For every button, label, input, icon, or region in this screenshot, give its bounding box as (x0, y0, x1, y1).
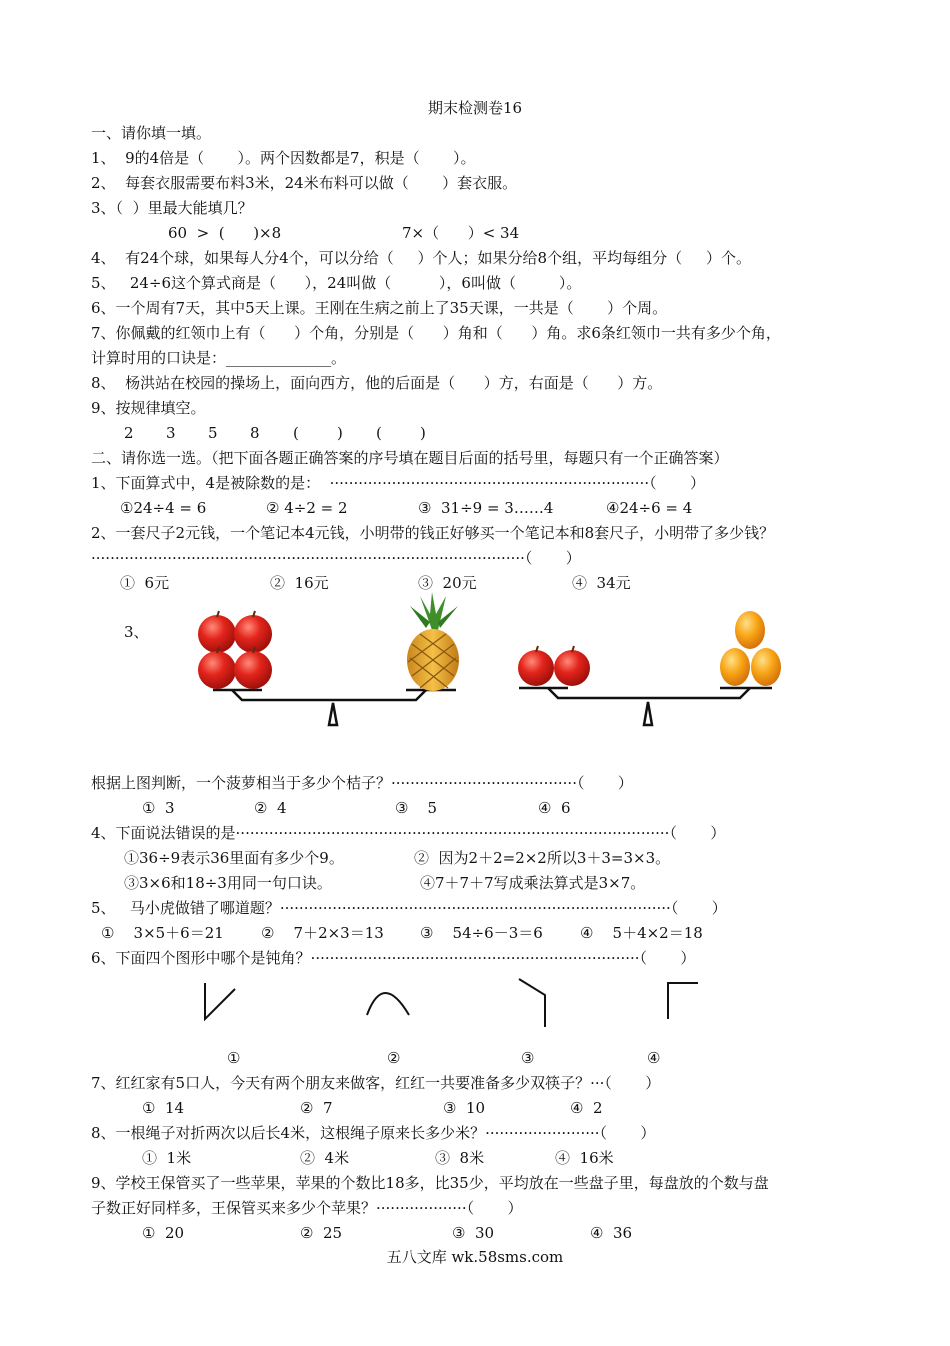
option: ② 7 (300, 1099, 333, 1117)
page-title: 期末检测卷16 (427, 99, 523, 117)
s2-question-3: 根据上图判断，一个菠萝相当于多少个桔子？·······································（ ） (91, 774, 633, 792)
option: ④ 6 (538, 799, 571, 817)
sequence-item: 8 (250, 424, 260, 442)
sequence-item: 5 (208, 424, 218, 442)
option: ① 6元 (120, 574, 170, 592)
s2-question-1: 1、下面算式中，4是被除数的是： ···································································（ ） (91, 474, 705, 492)
option: ①36÷9表示36里面有多少个9。 (124, 849, 344, 867)
s1-q3-part-a: 60 > ( )×8 (168, 224, 282, 242)
angle-label: ② (387, 1049, 401, 1067)
sequence-blank: ( ) (293, 424, 343, 442)
option: ① 20 (142, 1224, 185, 1242)
option: ③ 54÷6－3＝6 (420, 924, 543, 942)
s2-question-5: 5、 马小虎做错了哪道题？··················································································（ ） (91, 899, 727, 917)
balance-scale-icon (213, 690, 456, 725)
option: ② 因为2＋2=2×2所以3＋3=3×3。 (414, 849, 671, 867)
angle-figure-3 (519, 979, 545, 1027)
sequence-item: 2 (124, 424, 134, 442)
option: ③ 8米 (435, 1149, 485, 1167)
option: ④ 2 (570, 1099, 603, 1117)
sequence-blank: ( ) (376, 424, 426, 442)
option: ② 4÷2 = 2 (266, 499, 348, 517)
s2-question-9-line-1: 9、学校王保管买了一些苹果，苹果的个数比18多，比35少，平均放在一些盘子里，每盘放的个数与盘 (91, 1174, 769, 1192)
option: ①24÷4 = 6 (120, 499, 207, 517)
section-2-heading: 二、请你选一选。（把下面各题正确答案的序号填在题目后面的括号里，每题只有一个正确答案） (91, 449, 729, 467)
pineapple-icon (407, 592, 459, 691)
s1-question-1: 1、 9的4倍是（ ）。两个因数都是7，积是（ ）。 (91, 149, 476, 167)
option: ④24÷6 = 4 (606, 499, 693, 517)
option: ③3×6和18÷3用同一句口诀。 (124, 874, 332, 892)
option: ① 3 (142, 799, 175, 817)
balance-scale-figure (180, 592, 790, 737)
footer-watermark: 五八文库 wk.58sms.com (386, 1248, 564, 1266)
sequence-item: 3 (166, 424, 176, 442)
option: ① 1米 (142, 1149, 192, 1167)
option: ② 25 (300, 1224, 343, 1242)
option: ③ 5 (395, 799, 438, 817)
s2-question-4: 4、下面说法错误的是···························································································（ ） (91, 824, 726, 842)
s1-question-4: 4、 有24个球，如果每人分4个，可以分给（ ）个人；如果分给8个组，平均每组分（ ）个。 (91, 249, 751, 267)
s1-question-5: 5、 24÷6这个算式商是（ ），24叫做（ ），6叫做（ ）。 (91, 274, 582, 292)
option: ④7＋7＋7写成乘法算式是3×7。 (420, 874, 646, 892)
option: ② 16元 (270, 574, 329, 592)
option: ④ 36 (590, 1224, 633, 1242)
angle-figure-4 (668, 983, 698, 1019)
s1-q3-part-b: 7×（ ）< 34 (402, 224, 520, 242)
s2-question-2-line-2: ···························································································（ ） (91, 549, 581, 567)
option: ④ 16米 (555, 1149, 614, 1167)
angle-figure-1 (205, 983, 235, 1019)
angle-label: ③ (521, 1049, 535, 1067)
option: ③ 31÷9 = 3……4 (418, 499, 554, 517)
s1-question-3: 3、（ ）里最大能填几？ (91, 199, 253, 217)
s1-question-7-line-1: 7、你佩戴的红领巾上有（ ）个角，分别是（ ）角和（ ）角。求6条红领巾一共有多少个角， (91, 324, 781, 342)
option: ② 7＋2×3＝13 (261, 924, 384, 942)
s1-question-9: 9、按规律填空。 (91, 399, 206, 417)
option: ① 3×5＋6＝21 (101, 924, 224, 942)
s2-question-9-line-2: 子数正好同样多，王保管买来多少个苹果？···················（ ） (91, 1199, 523, 1217)
option: ④ 34元 (572, 574, 631, 592)
apple-icon (518, 646, 590, 686)
option: ④ 5＋4×2＝18 (580, 924, 703, 942)
angle-figures (195, 975, 715, 1030)
angle-figure-2 (367, 993, 409, 1015)
angle-label: ① (227, 1049, 241, 1067)
s1-question-8: 8、 杨洪站在校园的操场上，面向西方，他的后面是（ ）方，右面是（ ）方。 (91, 374, 663, 392)
s2-question-8: 8、一根绳子对折两次以后长4米，这根绳子原来长多少米？························（ ） (91, 1124, 656, 1142)
option: ② 4 (254, 799, 287, 817)
s2-question-3-label: 3、 (124, 623, 149, 641)
s1-question-2: 2、 每套衣服需要布料3米，24米布料可以做（ ）套衣服。 (91, 174, 518, 192)
option: ③ 10 (443, 1099, 486, 1117)
s2-question-6: 6、下面四个图形中哪个是钝角？·····································································（ ） (91, 949, 696, 967)
apple-icon (198, 611, 272, 689)
orange-icon (720, 611, 781, 686)
s1-question-7-line-2: 计算时用的口诀是：______________。 (91, 349, 347, 367)
balance-scale-icon (519, 688, 772, 725)
angle-label: ④ (647, 1049, 661, 1067)
section-1-heading: 一、请你填一填。 (91, 124, 212, 142)
s1-question-6: 6、一个周有7天，其中5天上课。王刚在生病之前上了35天课，一共是（ ）个周。 (91, 299, 668, 317)
option: ③ 30 (452, 1224, 495, 1242)
s2-question-2-line-1: 2、一套尺子2元钱，一个笔记本4元钱，小明带的钱正好够买一个笔记本和8套尺子，小明带了多少钱？ (91, 524, 775, 542)
option: ① 14 (142, 1099, 185, 1117)
s2-question-7: 7、红红家有5口人，今天有两个朋友来做客，红红一共要准备多少双筷子？···（ ） (91, 1074, 661, 1092)
option: ② 4米 (300, 1149, 350, 1167)
option: ③ 20元 (418, 574, 477, 592)
